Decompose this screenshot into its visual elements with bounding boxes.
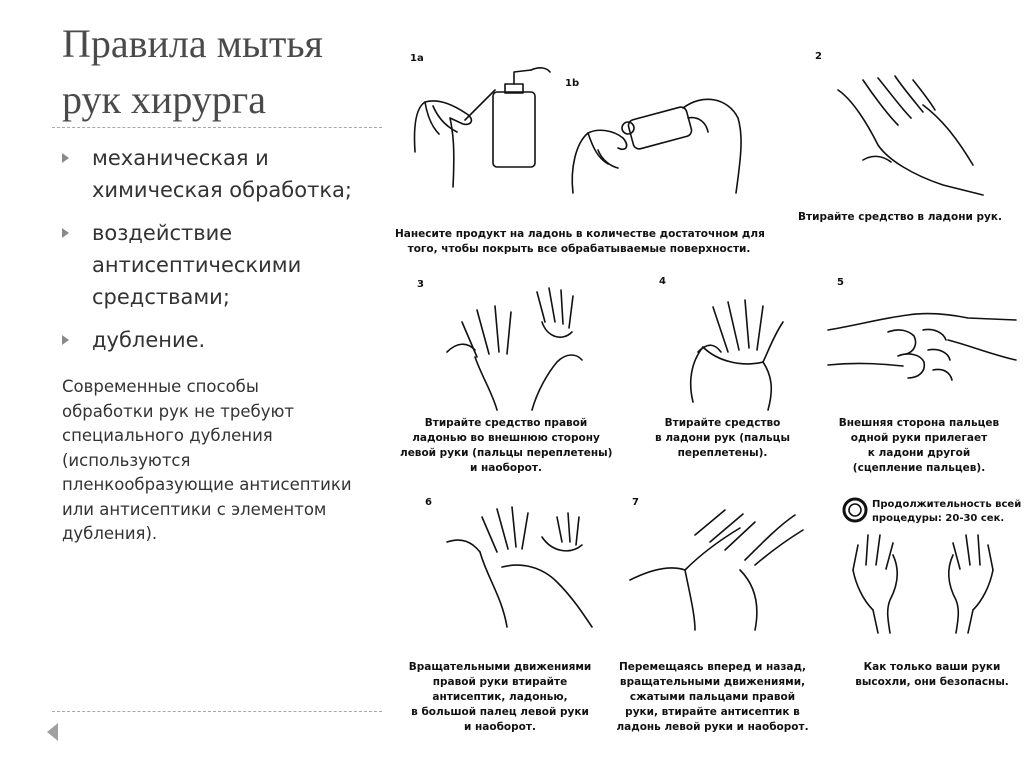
step-2-number: 2 [815,51,822,62]
slide-title-line-1: Правила мытья [62,21,323,66]
bullet-item: дубление. [62,324,392,356]
step-7-fingertips-rotation-icon [625,500,815,635]
bullet-triangle-icon [62,153,69,163]
step-1-caption: Нанесите продукт на ладонь в количестве достаточном для того, чтобы покрыть все обрабатываемые поверхности. [395,228,765,255]
description-paragraph: Современные способы обработки рук не требуют специального дубления (используются пленкообразующие антисептики или антисептики с элементом дубления). [62,377,352,543]
step-8-caption: Как только ваши руки высохли, они безопасны. [855,661,1009,688]
bullet-triangle-icon [62,228,69,238]
step-5-caption: Внешняя сторона пальцев одной руки прилегает к ладони другой (сцепление пальцев). [838,417,1000,474]
bullet-triangle-icon [62,335,69,345]
footer-divider [52,711,382,712]
step-3-number: 3 [417,279,424,290]
bullet-item: воздействие антисептическими средствами; [62,217,392,313]
step-2-caption: Втирайте средство в ладони рук. [798,211,1002,223]
bullet-list [62,142,392,367]
step-3-interlaced-back-icon [437,282,597,412]
step-1b-hands-bottle-icon [568,88,748,198]
title-divider [52,127,382,128]
step-7-number: 7 [632,497,639,508]
timer-icon [842,497,868,523]
step-1a-number: 1a [410,53,424,64]
step-6-thumb-rotation-icon [442,497,602,637]
step-3-caption: Втирайте средство правой ладонью во внешнюю сторону левой руки (пальцы переплетены) и наоборот. [400,417,613,474]
step-1a-hands-dispenser-icon [405,62,555,192]
slide-title-line-2: рук хирурга [62,77,266,122]
step-6-caption: Вращательными движениями правой руки втирайте антисептик, ладонью, в большой палец левой руки и наоборот. [408,661,592,733]
bullet-item: механическая и химическая обработка; [62,142,392,206]
step-6-number: 6 [425,497,432,508]
step-4-number: 4 [659,276,666,287]
step-4-caption: Втирайте средство в ладони рук (пальцы переплетены). [655,417,790,459]
dry-hands-icon [848,525,998,635]
step-5-fingers-locked-icon [828,300,1018,395]
slide-title [62,16,392,128]
step-2-palms-icon [833,70,993,200]
duration-note: Продолжительность всей процедуры: 20-30 сек. [872,499,1022,524]
step-1b-number: 1b [565,78,580,89]
back-arrow-icon[interactable] [47,723,58,741]
step-7-caption: Перемещаясь вперед и назад, вращательными движениями, сжатыми пальцами правой руки, втирайте антисептик в ладонь левой руки и наоборот. [616,661,809,733]
step-4-interlaced-palms-icon [673,292,803,412]
step-5-number: 5 [837,277,844,288]
